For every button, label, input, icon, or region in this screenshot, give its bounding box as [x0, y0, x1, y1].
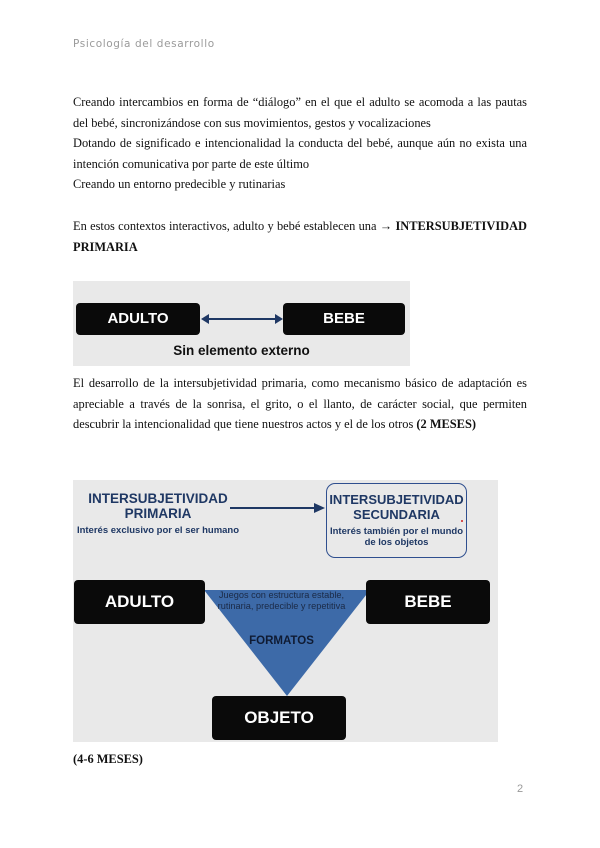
- development-paragraph: [73, 373, 527, 435]
- primary-title: INTERSUBJETIVIDAD PRIMARIA: [88, 491, 228, 521]
- triangle-description: Juegos con estructura estable, rutinaria, predecible y repetitiva: [217, 590, 346, 611]
- contexts-bold-term: INTERSUBJETIVIDAD PRIMARIA: [73, 219, 527, 254]
- adult-box: ADULTO: [76, 303, 200, 335]
- intro-line-2: Dotando de significado e intencionalidad la conducta del bebé, aunque aún no exista una intención comunicativa por parte de este último: [73, 136, 527, 171]
- double-arrow-icon: [201, 311, 283, 327]
- secondary-subtitle: Interés también por el mundo de los objetos: [329, 526, 464, 548]
- primary-subtitle: Interés exclusivo por el ser humano: [76, 525, 240, 536]
- triangle-title: FORMATOS: [249, 635, 314, 647]
- diagram-primary-intersubjectivity: [73, 281, 410, 366]
- baby-box-2: BEBE: [366, 580, 490, 624]
- contexts-text: En estos contextos interactivos, adulto y bebé establecen una →: [73, 219, 396, 233]
- secondary-title: INTERSUBJETIVIDAD SECUNDARIA: [329, 492, 464, 522]
- development-text: El desarrollo de la intersubjetividad primaria, como mecanismo básico de adaptación es apreciable a través de la sonrisa, el grito, o el llanto, de carácter social, que permiten descubrir la intencionalidad que tiene nuestros actos y el de los otros: [73, 376, 527, 431]
- secondary-intersubjectivity-block: [326, 483, 467, 558]
- months-label: (4-6 MESES): [73, 752, 143, 766]
- intro-line-1: Creando intercambios en forma de “diálogo” en el que el adulto se acomoda a las pautas del bebé, sincronizándose con sus movimientos, gestos y vocalizaciones: [73, 95, 527, 130]
- intro-line-3: Creando un entorno predecible y rutinarias: [73, 177, 286, 191]
- right-arrow-icon: [314, 503, 325, 513]
- red-dot-mark: [461, 520, 463, 522]
- diagram-caption: Sin elemento externo: [173, 343, 310, 358]
- baby-box: BEBE: [283, 303, 405, 335]
- development-months: (2 MESES): [416, 417, 476, 431]
- adult-box-2: ADULTO: [74, 580, 205, 624]
- object-box: OBJETO: [212, 696, 346, 740]
- page-number: 2: [517, 783, 524, 795]
- document-header: Psicología del desarrollo: [73, 38, 215, 50]
- contexts-paragraph: [73, 216, 527, 257]
- diagram-formats: [73, 480, 498, 742]
